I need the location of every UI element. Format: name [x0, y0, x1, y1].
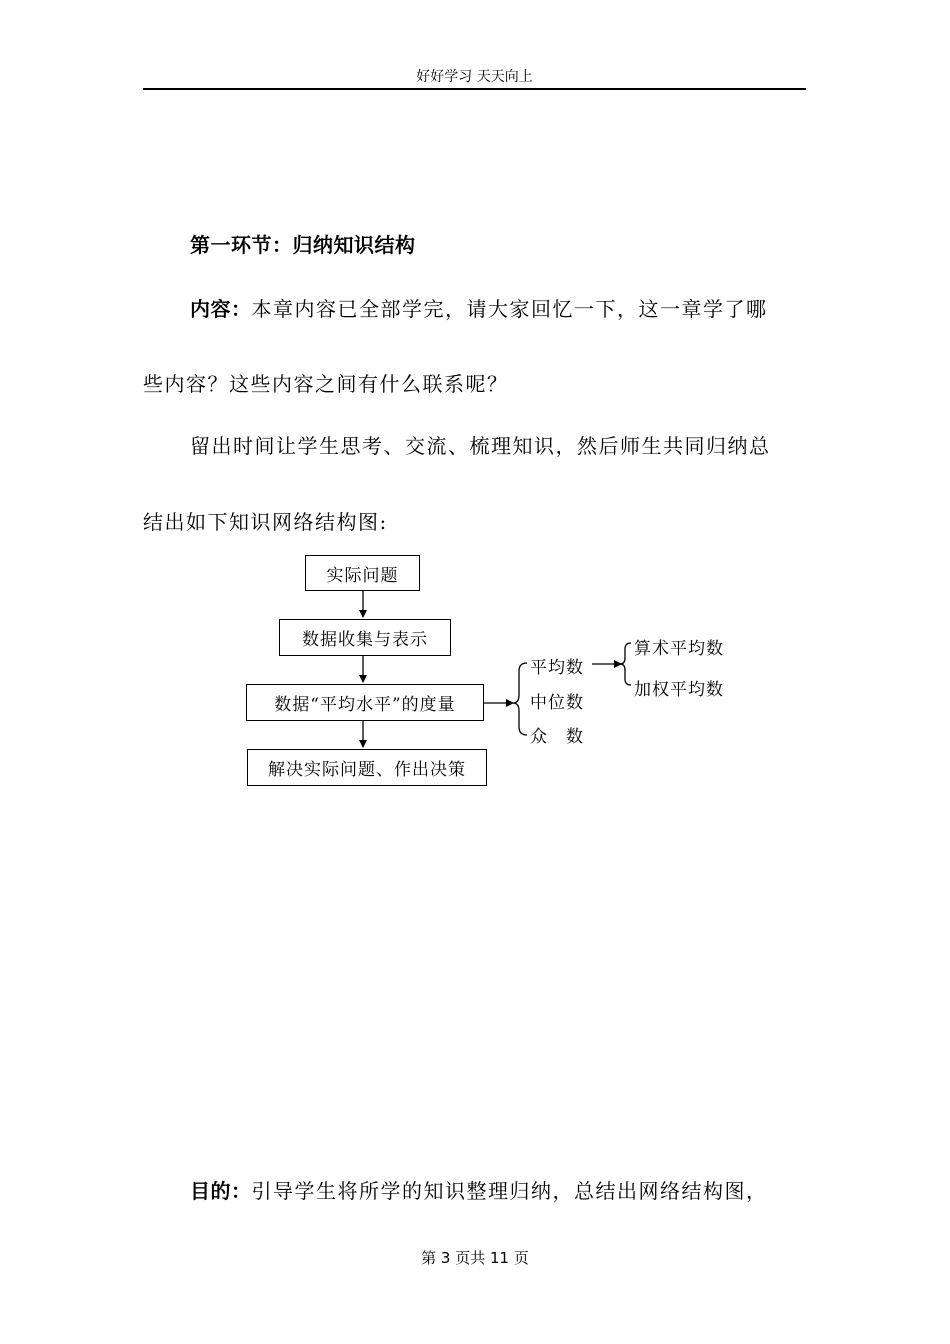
diagram-box-average-measure: 数据“平均水平”的度量 [246, 684, 484, 721]
diagram-branch-median: 中位数 [530, 693, 584, 713]
brace-branch [513, 663, 527, 735]
page-footer: 第 3 页共 11 页 [421, 1249, 529, 1267]
activity-paragraph-line-1: 留出时间让学生思考、交流、梳理知识，然后师生共同归纳总 [190, 434, 771, 458]
purpose-text: 引导学生将所学的知识整理归纳，总结出网络结构图， [251, 1179, 768, 1203]
purpose-paragraph [190, 1175, 768, 1204]
section-title: 第一环节：归纳知识结构 [190, 233, 416, 257]
diagram-box-decision: 解决实际问题、作出决策 [247, 749, 487, 786]
page-header: 好好学习 天天向上 [416, 69, 533, 85]
content-paragraph-line-2: 些内容？这些内容之间有什么联系呢？ [143, 372, 509, 396]
content-label: 内容： [190, 297, 252, 321]
diagram-sub-weighted-mean: 加权平均数 [634, 680, 724, 700]
diagram-box-practical-problem: 实际问题 [305, 555, 420, 591]
content-paragraph-line-1 [190, 293, 768, 322]
diagram-branch-mode: 众 数 [530, 727, 584, 747]
content-text-1: 本章内容已全部学完，请大家回忆一下，这一章学了哪 [251, 297, 768, 321]
diagram-box-data-collection: 数据收集与表示 [279, 619, 451, 656]
activity-paragraph-line-2: 结出如下知识网络结构图: [143, 510, 388, 534]
diagram-sub-arithmetic-mean: 算术平均数 [634, 639, 724, 659]
brace-sub-branch [620, 643, 631, 685]
header-rule [143, 88, 806, 90]
diagram-branch-mean: 平均数 [530, 658, 584, 678]
purpose-label: 目的： [190, 1179, 252, 1203]
